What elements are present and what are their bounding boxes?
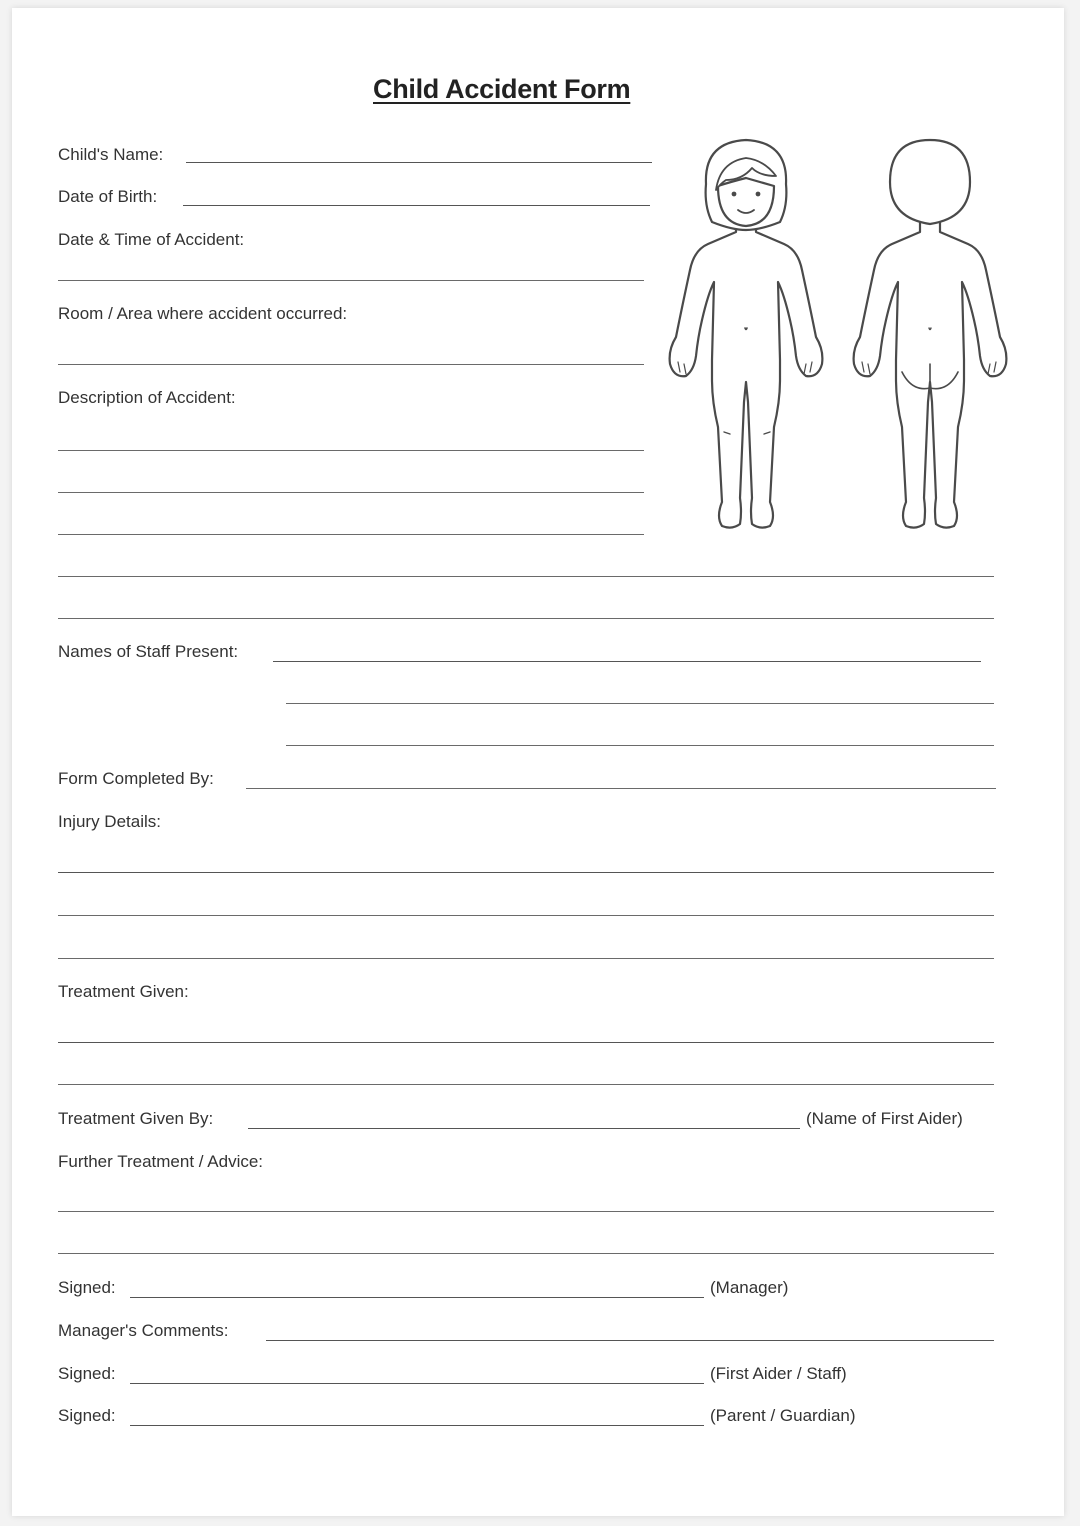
injury-details-line-3[interactable] [58,958,994,959]
injury-details-line-1[interactable] [58,872,994,873]
date-of-birth-field[interactable] [183,205,650,206]
room-area-label: Room / Area where accident occurred: [58,304,348,323]
treatment-given-line-2[interactable] [58,1084,994,1085]
treatment-given-label: Treatment Given: [58,982,189,1001]
injury-details-line-2[interactable] [58,915,994,916]
room-area-field[interactable] [58,364,644,365]
signed-manager-field[interactable] [130,1297,704,1298]
date-of-birth-label: Date of Birth: [58,187,158,206]
signed-manager-label: Signed: [58,1278,116,1297]
child-body-back-icon[interactable] [846,132,1016,536]
further-treatment-label: Further Treatment / Advice: [58,1152,264,1171]
first-aider-staff-note: (First Aider / Staff) [710,1364,847,1383]
treatment-given-by-field[interactable] [248,1128,800,1129]
signed-parent-label: Signed: [58,1406,116,1425]
treatment-given-line-1[interactable] [58,1042,994,1043]
injury-details-label: Injury Details: [58,812,161,831]
child-body-front-icon[interactable] [660,132,830,536]
staff-present-line-2[interactable] [286,703,994,704]
name-of-first-aider-note: (Name of First Aider) [806,1109,963,1128]
signed-parent-field[interactable] [130,1425,704,1426]
description-line-5[interactable] [58,618,994,619]
description-line-4[interactable] [58,576,994,577]
description-line-1[interactable] [58,450,644,451]
further-treatment-line-2[interactable] [58,1253,994,1254]
childs-name-label: Child's Name: [58,145,164,164]
manager-note: (Manager) [710,1278,789,1297]
managers-comments-field[interactable] [266,1340,994,1341]
staff-present-label: Names of Staff Present: [58,642,239,661]
description-line-3[interactable] [58,534,644,535]
signed-first-aider-label: Signed: [58,1364,116,1383]
staff-present-line-1[interactable] [273,661,981,662]
form-completed-by-field[interactable] [246,788,996,789]
description-line-2[interactable] [58,492,644,493]
description-label: Description of Accident: [58,388,236,407]
form-title: Child Accident Form [373,74,631,104]
staff-present-line-3[interactable] [286,745,994,746]
further-treatment-line-1[interactable] [58,1211,994,1212]
managers-comments-label: Manager's Comments: [58,1321,229,1340]
signed-first-aider-field[interactable] [130,1383,704,1384]
childs-name-field[interactable] [186,162,652,163]
treatment-given-by-label: Treatment Given By: [58,1109,214,1128]
parent-guardian-note: (Parent / Guardian) [710,1406,856,1425]
form-completed-by-label: Form Completed By: [58,769,214,788]
date-time-accident-label: Date & Time of Accident: [58,230,245,249]
date-time-accident-field[interactable] [58,280,644,281]
